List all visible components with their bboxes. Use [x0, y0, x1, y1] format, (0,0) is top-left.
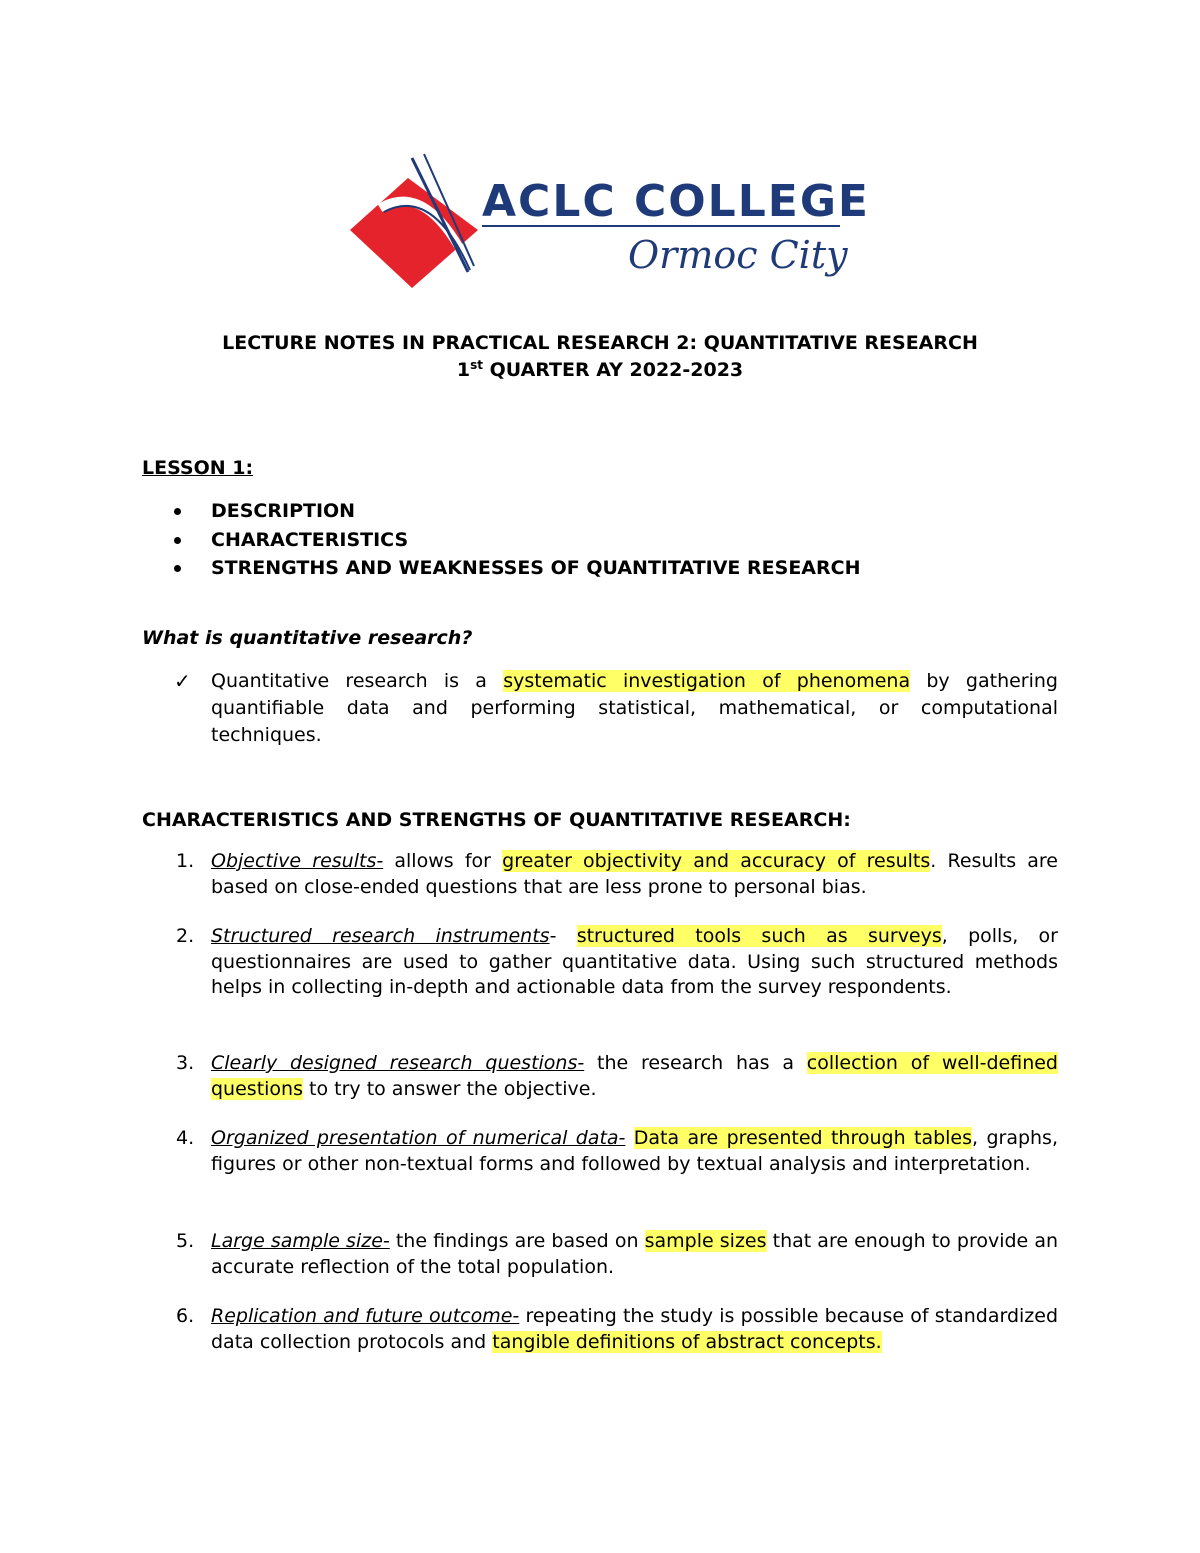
item-number: 5.: [176, 1230, 195, 1252]
item-term: Organized presentation of numerical data-: [211, 1127, 626, 1149]
highlighted-text: structured tools such as surveys: [576, 925, 942, 947]
highlighted-text: Data are presented through tables: [633, 1127, 973, 1149]
lesson-topic-list: [142, 497, 1058, 583]
characteristic-item: [142, 849, 1058, 900]
definition-text-pre: Quantitative research is a: [211, 670, 504, 692]
highlighted-text: collection of well-defined questions: [211, 1052, 1058, 1100]
characteristic-item: [142, 1051, 1058, 1102]
item-number: 3.: [176, 1052, 195, 1074]
characteristic-item: [142, 924, 1058, 1001]
logo-name-line1: ACLC COLLEGE: [482, 176, 870, 227]
quarter-ordinal: st: [470, 358, 483, 372]
quarter-text: QUARTER AY 2022-2023: [482, 359, 744, 381]
document-title: LECTURE NOTES IN PRACTICAL RESEARCH 2: QUANTITATIVE RESEARCH: [222, 332, 978, 354]
characteristic-item: [142, 1304, 1058, 1355]
definition-paragraph: [142, 668, 1058, 749]
item-text: [625, 1127, 633, 1149]
lesson-heading: LESSON 1:: [142, 457, 254, 479]
item-term: Objective results-: [211, 850, 384, 872]
definition-text-post: by gathering quantifiable data and performing statistical, mathematical, or computational techniques.: [211, 670, 1058, 746]
characteristic-item: [142, 1126, 1058, 1177]
item-text: repeating the study is possible because of standardized data collection protocols and: [211, 1305, 1059, 1353]
item-text: to try to answer the objective.: [303, 1077, 597, 1100]
list-item: [142, 526, 1058, 555]
item-term: Clearly designed research questions-: [211, 1052, 585, 1074]
quarter-number: 1: [456, 359, 471, 381]
item-number: 2.: [176, 925, 195, 947]
item-text: . Results are based on close-ended questions that are less prone to personal bias.: [211, 850, 1058, 898]
item-term: Large sample size-: [211, 1230, 390, 1252]
item-text: the findings are based on: [389, 1230, 645, 1252]
item-term: Replication and future outcome-: [211, 1305, 520, 1327]
definition-question: What is quantitative research?: [142, 627, 473, 649]
college-logo-graphic: [340, 150, 870, 300]
characteristic-item: [142, 1229, 1058, 1280]
topic-label: STRENGTHS AND WEAKNESSES OF QUANTITATIVE RESEARCH: [211, 557, 861, 579]
document-subtitle: [0, 357, 1200, 384]
item-text: , polls, or questionnaires are used to gather quantitative data. Using such structured methods helps in collecting in-depth and actionable data from the survey respondents.: [211, 925, 1058, 998]
list-item: [142, 554, 1058, 583]
item-text: , graphs, figures or other non-textual forms and followed by textual analysis and interpretation.: [211, 1127, 1059, 1175]
item-text: allows for: [383, 850, 503, 872]
college-logo: [340, 150, 870, 300]
item-text: that are enough to provide an accurate reflection of the total population.: [211, 1230, 1059, 1278]
bullet-icon: [174, 537, 181, 544]
bullet-icon: [174, 565, 181, 572]
highlighted-text: sample sizes: [644, 1230, 767, 1252]
highlighted-text: greater objectivity and accuracy of results: [502, 850, 931, 872]
topic-label: DESCRIPTION: [211, 500, 356, 522]
list-item: [142, 497, 1058, 526]
highlighted-text: systematic investigation of phenomena: [503, 670, 911, 692]
logo-name-line2: Ormoc City: [628, 233, 848, 277]
item-text: the research has a: [584, 1052, 807, 1074]
item-term: Structured research instruments: [211, 925, 550, 947]
item-text: -: [549, 925, 577, 947]
item-number: 4.: [176, 1127, 195, 1149]
item-number: 6.: [176, 1305, 195, 1327]
item-number: 1.: [176, 850, 195, 872]
characteristics-heading: CHARACTERISTICS AND STRENGTHS OF QUANTITATIVE RESEARCH:: [142, 809, 851, 831]
topic-label: CHARACTERISTICS: [211, 528, 409, 551]
bullet-icon: [174, 508, 181, 515]
check-icon: ✓: [174, 669, 191, 693]
highlighted-text: tangible definitions of abstract concepts.: [492, 1330, 882, 1353]
